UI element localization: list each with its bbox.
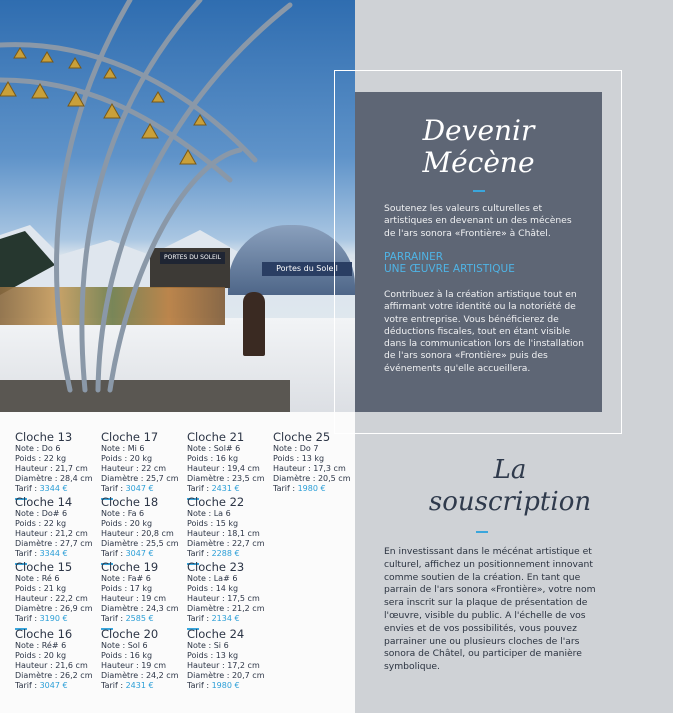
bell-poids-value: 16 kg bbox=[129, 651, 153, 660]
bell-diametre-value: 24,2 cm bbox=[145, 671, 179, 680]
bell-hauteur-value: 22 cm bbox=[141, 464, 167, 473]
bell-poids-value: 21 kg bbox=[43, 584, 67, 593]
bell-spec bbox=[187, 431, 273, 500]
bell-name: Cloche 18 bbox=[101, 495, 159, 509]
bell-note-value: Sol 6 bbox=[127, 641, 148, 650]
bell-note-label: Note : bbox=[101, 444, 128, 453]
bell-note-value: Do 7 bbox=[299, 444, 319, 453]
bell-note-label: Note : bbox=[15, 574, 42, 583]
bell-tarif-value: 2431 € bbox=[211, 484, 240, 493]
bell-poids-row bbox=[101, 454, 187, 464]
bell-diametre-row bbox=[187, 539, 273, 549]
bell-diametre-label: Diamètre : bbox=[15, 604, 60, 613]
bell-hauteur-value: 17,5 cm bbox=[227, 594, 260, 603]
bell-diametre-value: 25,7 cm bbox=[145, 474, 179, 483]
souscription-title bbox=[360, 454, 660, 518]
bell-poids-row bbox=[187, 519, 273, 529]
bell-spec bbox=[101, 496, 187, 565]
shop-sign: PORTES DU SOLEIL bbox=[160, 252, 225, 264]
bell-diametre-label: Diamètre : bbox=[187, 604, 232, 613]
bells-sculpture-photo bbox=[0, 0, 355, 412]
bell-name: Cloche 16 bbox=[15, 627, 73, 641]
bell-poids-value: 22 kg bbox=[43, 519, 67, 528]
bell-hauteur-label: Hauteur : bbox=[101, 464, 142, 473]
bell-diametre-label: Diamètre : bbox=[15, 474, 60, 483]
bell-note-row bbox=[15, 574, 101, 584]
bell-note-label: Note : bbox=[15, 641, 42, 650]
bell-diametre-value: 20,5 cm bbox=[317, 474, 351, 483]
bell-name: Cloche 20 bbox=[101, 627, 159, 641]
bell-hauteur-label: Hauteur : bbox=[187, 661, 228, 670]
bell-diametre-value: 28,4 cm bbox=[59, 474, 93, 483]
bell-note-label: Note : bbox=[101, 509, 128, 518]
bell-diametre-row bbox=[15, 604, 101, 614]
bell-name: Cloche 19 bbox=[101, 560, 159, 574]
bell-diametre-value: 26,2 cm bbox=[59, 671, 93, 680]
bell-tarif-value: 3344 € bbox=[39, 549, 68, 558]
mecene-subhead-line1: PARRAINER bbox=[384, 251, 444, 263]
bell-poids-value: 13 kg bbox=[301, 454, 325, 463]
bell-diametre-value: 22,7 cm bbox=[231, 539, 265, 548]
bell-diametre-row bbox=[15, 671, 101, 681]
bell-note-value: Fa# 6 bbox=[127, 574, 151, 583]
bell-hauteur-row bbox=[187, 529, 273, 539]
bell-hauteur-row bbox=[101, 529, 187, 539]
bell-note-row bbox=[101, 444, 187, 454]
bell-hauteur-row bbox=[101, 464, 187, 474]
bell-tarif-value: 2134 € bbox=[211, 614, 240, 623]
bell-poids-value: 17 kg bbox=[129, 584, 153, 593]
bell-poids-row bbox=[15, 454, 101, 464]
bell-poids-row bbox=[187, 584, 273, 594]
bell-poids-value: 20 kg bbox=[43, 651, 67, 660]
bell-poids-label: Poids : bbox=[15, 519, 44, 528]
bell-note-label: Note : bbox=[187, 509, 214, 518]
bell-tarif-value: 2288 € bbox=[211, 549, 240, 558]
bell-hauteur-label: Hauteur : bbox=[15, 594, 56, 603]
bell-tarif-row bbox=[187, 681, 273, 691]
bell-tarif-value: 3047 € bbox=[125, 549, 154, 558]
bell-hauteur-label: Hauteur : bbox=[15, 661, 56, 670]
bell-poids-value: 16 kg bbox=[215, 454, 239, 463]
bell-note-row bbox=[273, 444, 359, 454]
bell-tarif-row bbox=[187, 549, 273, 559]
bell-tarif-label: Tarif : bbox=[187, 681, 212, 690]
bell-spec bbox=[273, 431, 359, 494]
bell-name: Cloche 23 bbox=[187, 560, 245, 574]
bell-tarif-row bbox=[101, 549, 187, 559]
bell-tarif-label: Tarif : bbox=[187, 484, 212, 493]
bell-poids-row bbox=[273, 454, 359, 464]
bell-diametre-value: 20,7 cm bbox=[231, 671, 265, 680]
bell-hauteur-label: Hauteur : bbox=[15, 529, 56, 538]
bell-diametre-row bbox=[187, 604, 273, 614]
bell-poids-value: 14 kg bbox=[215, 584, 239, 593]
bell-hauteur-row bbox=[101, 661, 187, 671]
bell-tarif-value: 3047 € bbox=[39, 681, 68, 690]
souscription-body: En investissant dans le mécénat artistique et culturel, affichez un positionnement innovant comme soutien de la création. En tant que parrain de l'ars sonora «Frontière», votre nom sera inscrit sur la plaque de présentation de l'œuvre, visible du public. A l'échelle de vos envies et de vos possibilités, vous pouvez parrainer une ou plusieurs cloches de l'ars sonora de Châtel, ou participer de manière symbolique. bbox=[384, 546, 596, 673]
bell-note-row bbox=[187, 509, 273, 519]
bell-poids-value: 15 kg bbox=[215, 519, 239, 528]
bell-tarif-label: Tarif : bbox=[273, 484, 298, 493]
bell-note-label: Note : bbox=[15, 444, 42, 453]
bell-diametre-value: 24,3 cm bbox=[145, 604, 179, 613]
bell-poids-label: Poids : bbox=[15, 454, 44, 463]
bell-tarif-row bbox=[101, 484, 187, 494]
bell-note-row bbox=[187, 444, 273, 454]
bell-diametre-value: 23,5 cm bbox=[231, 474, 265, 483]
bell-poids-label: Poids : bbox=[15, 651, 44, 660]
bell-hauteur-row bbox=[15, 529, 101, 539]
bell-poids-label: Poids : bbox=[187, 584, 216, 593]
bell-hauteur-label: Hauteur : bbox=[101, 594, 142, 603]
bell-note-value: La# 6 bbox=[213, 574, 238, 583]
bell-tarif-label: Tarif : bbox=[187, 614, 212, 623]
bell-hauteur-value: 20,8 cm bbox=[141, 529, 174, 538]
souscription-title-line1: La bbox=[493, 455, 527, 485]
bell-tarif-row bbox=[101, 614, 187, 624]
bell-name: Cloche 22 bbox=[187, 495, 245, 509]
bell-hauteur-row bbox=[15, 464, 101, 474]
bell-poids-label: Poids : bbox=[187, 454, 216, 463]
bell-hauteur-label: Hauteur : bbox=[15, 464, 56, 473]
bell-poids-row bbox=[101, 651, 187, 661]
bell-note-row bbox=[187, 641, 273, 651]
accent-dash bbox=[473, 190, 485, 192]
bell-tarif-row bbox=[15, 549, 101, 559]
bell-poids-row bbox=[187, 651, 273, 661]
bell-poids-label: Poids : bbox=[101, 651, 130, 660]
bell-hauteur-row bbox=[187, 661, 273, 671]
bell-tarif-row bbox=[187, 614, 273, 624]
bell-poids-row bbox=[187, 454, 273, 464]
bell-tarif-label: Tarif : bbox=[101, 549, 126, 558]
bell-tarif-row bbox=[101, 681, 187, 691]
bell-note-row bbox=[15, 641, 101, 651]
station-sign: Portes du Soleil bbox=[262, 262, 352, 276]
bell-tarif-value: 3047 € bbox=[125, 484, 154, 493]
bell-hauteur-row bbox=[273, 464, 359, 474]
bell-note-value: Do# 6 bbox=[41, 509, 68, 518]
bell-spec bbox=[15, 628, 101, 691]
bell-note-value: Si 6 bbox=[213, 641, 229, 650]
bell-poids-value: 20 kg bbox=[129, 454, 153, 463]
bell-tarif-value: 2585 € bbox=[125, 614, 154, 623]
bell-spec bbox=[101, 628, 187, 691]
bell-poids-label: Poids : bbox=[101, 454, 130, 463]
bell-tarif-value: 1980 € bbox=[211, 681, 240, 690]
bell-diametre-row bbox=[101, 604, 187, 614]
souscription-title-line2: souscription bbox=[428, 487, 592, 517]
bell-diametre-row bbox=[273, 474, 359, 484]
bell-name: Cloche 25 bbox=[273, 430, 331, 444]
bell-diametre-value: 27,7 cm bbox=[59, 539, 93, 548]
bell-diametre-label: Diamètre : bbox=[273, 474, 318, 483]
bell-hauteur-value: 19 cm bbox=[141, 661, 167, 670]
bell-note-value: Do 6 bbox=[41, 444, 61, 453]
bell-hauteur-value: 18,1 cm bbox=[227, 529, 260, 538]
bell-note-label: Note : bbox=[101, 641, 128, 650]
bell-hauteur-label: Hauteur : bbox=[187, 594, 228, 603]
bell-spec bbox=[187, 561, 273, 630]
bell-tarif-label: Tarif : bbox=[15, 549, 40, 558]
bell-hauteur-row bbox=[187, 464, 273, 474]
bell-note-label: Note : bbox=[187, 574, 214, 583]
bell-hauteur-value: 21,6 cm bbox=[55, 661, 88, 670]
bell-hauteur-value: 21,2 cm bbox=[55, 529, 88, 538]
bell-diametre-label: Diamètre : bbox=[101, 474, 146, 483]
bell-tarif-label: Tarif : bbox=[15, 681, 40, 690]
mecene-subhead bbox=[384, 251, 584, 275]
bell-poids-value: 20 kg bbox=[129, 519, 153, 528]
bell-spec bbox=[187, 496, 273, 565]
bell-spec bbox=[15, 496, 101, 565]
bell-name: Cloche 17 bbox=[101, 430, 159, 444]
bell-tarif-row bbox=[15, 681, 101, 691]
bell-tarif-row bbox=[187, 484, 273, 494]
bell-poids-row bbox=[15, 651, 101, 661]
bell-note-value: Ré 6 bbox=[41, 574, 60, 583]
bell-tarif-value: 1980 € bbox=[297, 484, 326, 493]
bell-poids-row bbox=[101, 584, 187, 594]
bell-note-value: La 6 bbox=[213, 509, 231, 518]
bell-note-value: Ré# 6 bbox=[41, 641, 67, 650]
bell-note-label: Note : bbox=[273, 444, 300, 453]
bell-hauteur-label: Hauteur : bbox=[101, 529, 142, 538]
bell-arcs bbox=[0, 0, 355, 412]
mecene-intro: Soutenez les valeurs culturelles et artistiques en devenant un des mécènes de l'ars sonora «Frontière» à Châtel. bbox=[384, 203, 572, 239]
bell-diametre-label: Diamètre : bbox=[187, 671, 232, 680]
bell-note-row bbox=[101, 509, 187, 519]
bell-hauteur-label: Hauteur : bbox=[187, 529, 228, 538]
bell-diametre-value: 25,5 cm bbox=[145, 539, 179, 548]
bell-note-label: Note : bbox=[101, 574, 128, 583]
bell-poids-label: Poids : bbox=[101, 584, 130, 593]
bell-poids-label: Poids : bbox=[187, 519, 216, 528]
bell-tarif-value: 3190 € bbox=[39, 614, 68, 623]
bell-poids-row bbox=[15, 519, 101, 529]
bell-note-value: Fa 6 bbox=[127, 509, 145, 518]
bell-note-value: Mi 6 bbox=[127, 444, 145, 453]
bell-poids-value: 22 kg bbox=[43, 454, 67, 463]
bell-diametre-row bbox=[15, 474, 101, 484]
bell-poids-label: Poids : bbox=[273, 454, 302, 463]
bell-note-row bbox=[101, 574, 187, 584]
bell-note-label: Note : bbox=[187, 641, 214, 650]
bell-diametre-label: Diamètre : bbox=[101, 604, 146, 613]
bell-tarif-label: Tarif : bbox=[15, 484, 40, 493]
bell-diametre-value: 21,2 cm bbox=[231, 604, 265, 613]
bell-tarif-label: Tarif : bbox=[101, 681, 126, 690]
bell-spec bbox=[187, 628, 273, 691]
bell-diametre-label: Diamètre : bbox=[101, 539, 146, 548]
bell-tarif-value: 2431 € bbox=[125, 681, 154, 690]
bell-tarif-value: 3344 € bbox=[39, 484, 68, 493]
bell-hauteur-label: Hauteur : bbox=[101, 661, 142, 670]
bell-name: Cloche 15 bbox=[15, 560, 73, 574]
bell-note-row bbox=[15, 444, 101, 454]
bell-note-label: Note : bbox=[15, 509, 42, 518]
bell-tarif-row bbox=[273, 484, 359, 494]
bell-spec bbox=[101, 431, 187, 500]
bell-spec bbox=[101, 561, 187, 630]
bell-poids-label: Poids : bbox=[15, 584, 44, 593]
bell-spec bbox=[15, 431, 101, 500]
bell-diametre-label: Diamètre : bbox=[101, 671, 146, 680]
bell-hauteur-row bbox=[15, 594, 101, 604]
mecene-title-line2: Mécène bbox=[422, 146, 535, 179]
bell-tarif-row bbox=[15, 484, 101, 494]
bell-hauteur-value: 19,4 cm bbox=[227, 464, 260, 473]
bell-tarif-label: Tarif : bbox=[101, 484, 126, 493]
bell-name: Cloche 14 bbox=[15, 495, 73, 509]
bell-diametre-label: Diamètre : bbox=[187, 474, 232, 483]
bell-name: Cloche 21 bbox=[187, 430, 245, 444]
bell-hauteur-value: 17,2 cm bbox=[227, 661, 260, 670]
mecene-body: Contribuez à la création artistique tout en affirmant votre identité ou la notoriété de votre entreprise. Vous bénéficierez de déductions fiscales, tout en étant visible dans la communication lors de l'installation de l'ars sonora «Frontière» puis des événements qu'elle accueillera. bbox=[384, 289, 584, 374]
mecene-title-line1: Devenir bbox=[422, 114, 535, 147]
bell-hauteur-row bbox=[15, 661, 101, 671]
bell-diametre-row bbox=[187, 671, 273, 681]
bell-diametre-label: Diamètre : bbox=[15, 671, 60, 680]
mecene-subhead-line2: UNE ŒUVRE ARTISTIQUE bbox=[384, 263, 515, 275]
bell-poids-value: 13 kg bbox=[215, 651, 239, 660]
bell-spec bbox=[15, 561, 101, 630]
bell-hauteur-label: Hauteur : bbox=[273, 464, 314, 473]
bell-hauteur-value: 19 cm bbox=[141, 594, 167, 603]
bell-hauteur-label: Hauteur : bbox=[187, 464, 228, 473]
bell-note-value: Sol# 6 bbox=[213, 444, 241, 453]
bell-diametre-label: Diamètre : bbox=[187, 539, 232, 548]
bell-poids-label: Poids : bbox=[101, 519, 130, 528]
bell-poids-row bbox=[15, 584, 101, 594]
bell-note-row bbox=[101, 641, 187, 651]
bell-name: Cloche 13 bbox=[15, 430, 73, 444]
bell-hauteur-value: 17,3 cm bbox=[313, 464, 346, 473]
bell-diametre-row bbox=[187, 474, 273, 484]
bell-tarif-label: Tarif : bbox=[187, 549, 212, 558]
bell-tarif-label: Tarif : bbox=[15, 614, 40, 623]
bell-poids-label: Poids : bbox=[187, 651, 216, 660]
bell-poids-row bbox=[101, 519, 187, 529]
bell-note-label: Note : bbox=[187, 444, 214, 453]
bell-diametre-row bbox=[101, 474, 187, 484]
bell-diametre-label: Diamètre : bbox=[15, 539, 60, 548]
bell-name: Cloche 24 bbox=[187, 627, 245, 641]
bell-hauteur-value: 21,7 cm bbox=[55, 464, 88, 473]
bell-diametre-row bbox=[101, 671, 187, 681]
bell-diametre-row bbox=[101, 539, 187, 549]
bell-note-row bbox=[15, 509, 101, 519]
bell-hauteur-row bbox=[101, 594, 187, 604]
bell-note-row bbox=[187, 574, 273, 584]
accent-dash bbox=[476, 531, 488, 533]
mecene-title bbox=[355, 115, 602, 179]
bell-hauteur-row bbox=[187, 594, 273, 604]
bell-tarif-label: Tarif : bbox=[101, 614, 126, 623]
bell-diametre-row bbox=[15, 539, 101, 549]
bell-hauteur-value: 22,2 cm bbox=[55, 594, 88, 603]
bell-tarif-row bbox=[15, 614, 101, 624]
bell-diametre-value: 26,9 cm bbox=[59, 604, 93, 613]
